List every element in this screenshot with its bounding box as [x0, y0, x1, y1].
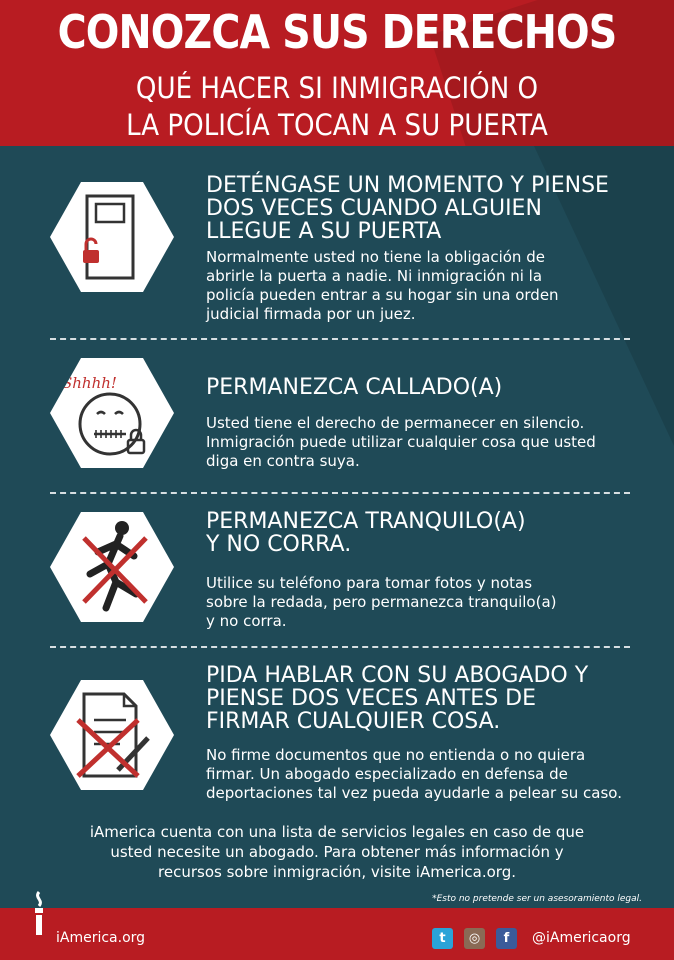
social-handle[interactable]: @iAmericaorg — [532, 930, 631, 946]
iamerica-logo-icon — [30, 890, 48, 940]
section-heading: DETÉNGASE UN MOMENTO Y PIENSE DOS VECES CUANDO ALGUIEN LLEGUE A SU PUERTA — [206, 173, 609, 244]
footer-brand-link[interactable]: iAmerica.org — [56, 930, 146, 946]
page-title: CONOZCA SUS DERECHOS — [57, 5, 617, 59]
info-paragraph: iAmerica cuenta con una lista de servicios legales en caso de que usted necesite un abogado. Para obtener más información y recursos sobre inmigración, visite iAmerica.org. — [89, 823, 585, 881]
silent-face-icon — [50, 358, 174, 468]
section-body: Normalmente usted no tiene la obligación de abrirle la puerta a nadie. Ni inmigración ni la policía pueden entrar a su hogar sin una orden judicial firmada por un juez. — [206, 248, 559, 323]
twitter-icon[interactable]: t — [432, 928, 453, 949]
divider — [50, 338, 630, 340]
section-heading: PERMANEZCA TRANQUILO(A) Y NO CORRA. — [206, 509, 526, 557]
instagram-icon[interactable]: ◎ — [464, 928, 485, 949]
section-heading: PERMANEZCA CALLADO(A) — [206, 375, 503, 400]
section-body: Usted tiene el derecho de permanecer en silencio. Inmigración puede utilizar cualquier cosa que usted diga en contra suya. — [206, 414, 596, 470]
page-subtitle: QUÉ HACER SI INMIGRACIÓN O LA POLICÍA TOCAN A SU PUERTA — [126, 71, 548, 142]
header-banner — [0, 0, 674, 146]
shhh-label: Shhhh! — [62, 374, 117, 392]
footer-bar — [0, 908, 674, 960]
divider — [50, 646, 630, 648]
no-signing-document-icon — [50, 680, 174, 790]
door-lock-icon — [50, 182, 174, 292]
section-body: Utilice su teléfono para tomar fotos y notas sobre la redada, pero permanezca tranquilo(a) y no corra. — [206, 574, 557, 630]
section-body: No firme documentos que no entienda o no quiera firmar. Un abogado especializado en defensa de deportaciones tal vez pueda ayudarle a pelear su caso. — [206, 746, 622, 802]
no-running-icon — [50, 512, 174, 622]
facebook-icon[interactable]: f — [496, 928, 517, 949]
disclaimer: *Esto no pretende ser un asesoramiento legal. — [432, 894, 642, 904]
divider — [50, 492, 630, 494]
section-heading: PIDA HABLAR CON SU ABOGADO Y PIENSE DOS VECES ANTES DE FIRMAR CUALQUIER COSA. — [206, 663, 589, 734]
